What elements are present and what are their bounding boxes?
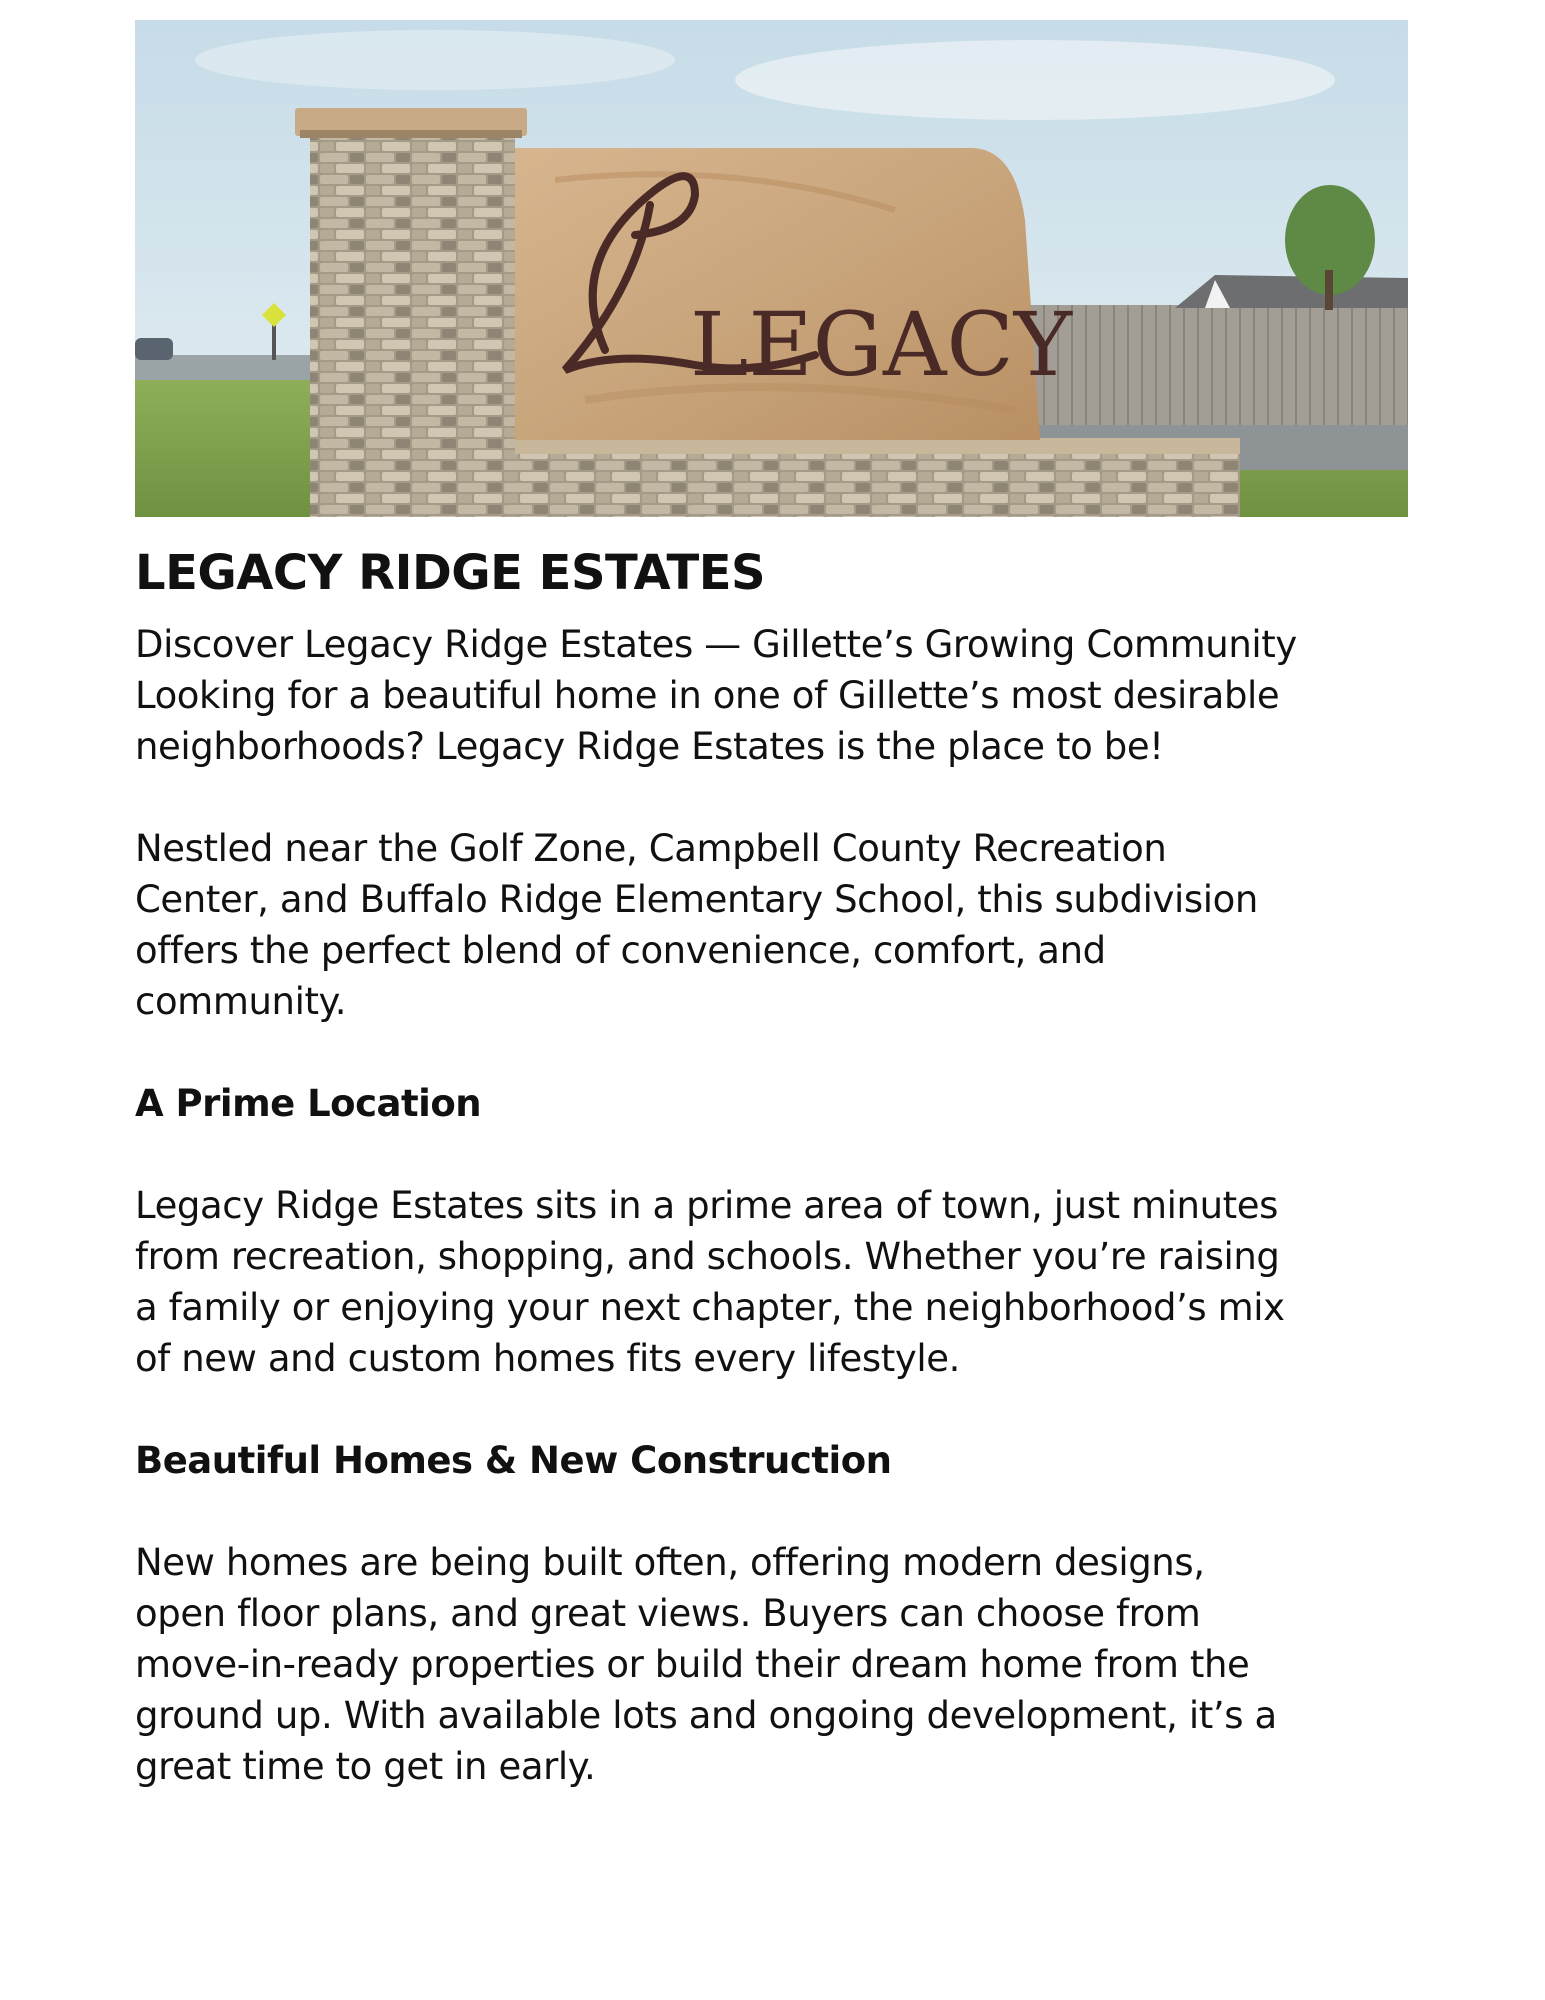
- prime-location-line: Legacy Ridge Estates sits in a prime area of town, just minutes: [135, 1184, 1279, 1227]
- page-title: LEGACY RIDGE ESTATES: [135, 545, 766, 601]
- intro-paragraph: [135, 619, 1425, 772]
- section-heading-new-construction: Beautiful Homes & New Construction: [135, 1439, 892, 1482]
- new-construction-line: move-in-ready properties or build their dream home from the: [135, 1643, 1250, 1686]
- location-paragraph: [135, 823, 1425, 1027]
- location-line: Center, and Buffalo Ridge Elementary School, this subdivision: [135, 878, 1258, 921]
- intro-line: neighborhoods? Legacy Ridge Estates is the place to be!: [135, 725, 1164, 768]
- new-construction-line: ground up. With available lots and ongoing development, it’s a: [135, 1694, 1277, 1737]
- location-line: offers the perfect blend of convenience, comfort, and: [135, 929, 1106, 972]
- new-construction-line: great time to get in early.: [135, 1745, 596, 1788]
- new-construction-line: New homes are being built often, offering modern designs,: [135, 1541, 1205, 1584]
- intro-line: Discover Legacy Ridge Estates — Gillette’s Growing Community: [135, 623, 1297, 666]
- prime-location-line: of new and custom homes fits every lifestyle.: [135, 1337, 960, 1380]
- hero-image: [135, 20, 1408, 517]
- sign-text: LEGACY: [690, 293, 1072, 396]
- intro-line: Looking for a beautiful home in one of Gillette’s most desirable: [135, 674, 1280, 717]
- legacy-sign-illustration: [135, 20, 1408, 517]
- section-heading-prime-location: A Prime Location: [135, 1082, 482, 1125]
- prime-location-line: a family or enjoying your next chapter, the neighborhood’s mix: [135, 1286, 1285, 1329]
- location-line: Nestled near the Golf Zone, Campbell County Recreation: [135, 827, 1167, 870]
- article: [135, 540, 1425, 1792]
- prime-location-line: from recreation, shopping, and schools. Whether you’re raising: [135, 1235, 1280, 1278]
- location-line: community.: [135, 980, 347, 1023]
- new-construction-paragraph: [135, 1537, 1425, 1792]
- prime-location-paragraph: [135, 1180, 1425, 1384]
- new-construction-line: open floor plans, and great views. Buyers can choose from: [135, 1592, 1201, 1635]
